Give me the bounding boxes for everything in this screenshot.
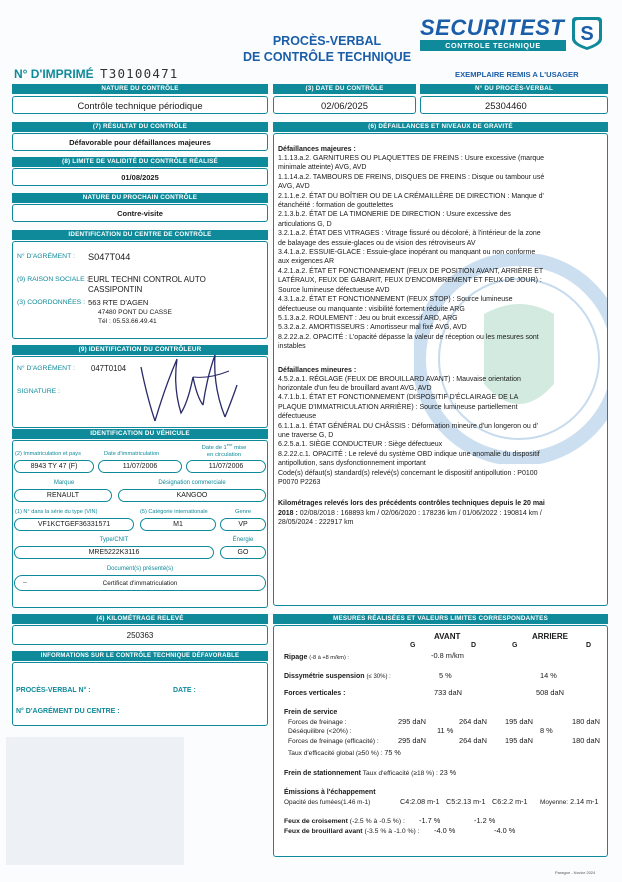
nature-controle-value: Contrôle technique périodique <box>77 100 203 111</box>
majeure-line: AVG, AVD <box>278 183 310 191</box>
stationnement-label: Frein de stationnement <box>284 770 362 777</box>
brand-suffix: TEST <box>506 15 565 40</box>
marque-value: RENAULT <box>14 489 112 502</box>
dissym-ar: 14 % <box>540 671 557 680</box>
taux-global-row <box>288 748 401 757</box>
stationnement-row <box>284 768 456 777</box>
date-controle-value-box <box>273 96 416 114</box>
mineure-line: PLAQUE D'IMMATRICULATION ARRIÈRE) : Source lumineuse partiellement <box>278 403 518 411</box>
pv-number-header: N° DU PROCÈS-VERBAL <box>420 84 608 94</box>
energie-value: GO <box>220 546 266 559</box>
prochain-header: NATURE DU PROCHAIN CONTRÔLE <box>12 193 268 203</box>
km-history-title: Kilométrages relevés lors des précédents contrôles techniques depuis le 20 mai <box>278 500 545 508</box>
resultat-value-box <box>12 133 268 151</box>
brouillard-limit: (-3.5 % à -1.0 %) : <box>364 828 420 835</box>
genre-label: Genre <box>234 509 252 515</box>
forces-ar: 508 daN <box>536 688 564 697</box>
documents-label: Document(s) présenté(s) <box>106 566 174 572</box>
opacite-c4: C4:2.08 m-1 <box>400 797 440 806</box>
footer-ref: Paragon - Novior 2024 <box>555 870 596 875</box>
centre-coord-label: (3) COORDONNÉES : <box>17 299 85 306</box>
kilometrage-section <box>12 614 268 646</box>
validite-value-box <box>12 168 268 186</box>
centre-coord-line1: 563 RTE D'AGEN <box>88 298 149 307</box>
mineure-line: 4.5.2.a.1. RÉGLAGE (FEUX DE BROUILLARD AVANT) : Mauvaise orientation <box>278 375 521 383</box>
centre-raison-label: (9) RAISON SOCIALE : <box>17 276 89 283</box>
mineure-line: Code(s) défaut(s) standard(s) relevé(s) concernant le dispositif antipollution : P0100 <box>278 469 538 477</box>
brand-prefix: SECURI <box>420 15 507 40</box>
centre-coord-line2: 47480 PONT DU CASSE <box>98 309 172 316</box>
majeures-list <box>278 154 603 352</box>
infos-defavorable-header: INFORMATIONS SUR LE CONTRÔLE TECHNIQUE DÉFAVORABLE <box>12 651 268 661</box>
mineure-line: 6.2.5.a.1. SIÈGE CONDUCTEUR : Siège défectueux <box>278 441 443 449</box>
genre-value: VP <box>220 518 266 531</box>
defaillances-content <box>278 145 603 528</box>
majeure-line: instables <box>278 343 306 351</box>
majeure-line: 1.1.14.a.2. TAMBOURS DE FREINS, DISQUES DE FREINS : Disque ou tambour usé <box>278 173 545 181</box>
mineures-title: Défaillances mineures : <box>278 366 357 374</box>
ripage-limit: (-8 à +8 m/km) : <box>309 655 349 661</box>
vehicule-section <box>12 429 268 609</box>
mesures-box <box>273 625 608 857</box>
svg-text:S: S <box>580 23 594 45</box>
mineure-line: horizontale d'un feu de brouillard avant AVG, AVD <box>278 384 432 392</box>
documents-dash: -- <box>23 580 27 586</box>
document-title-line1: PROCÈS-VERBAL <box>272 34 382 48</box>
col-arriere-d: D <box>586 642 592 649</box>
majeure-line: Source lumineuse défectueuse AVD <box>278 286 390 294</box>
opacite-c5: C5:2.13 m-1 <box>446 797 486 806</box>
type-label: Type/CNIT <box>99 537 129 543</box>
designation-label: Désignation commerciale <box>158 480 226 486</box>
opacite-moyenne <box>540 797 598 806</box>
dissym-limit: (≤ 30%) : <box>366 674 391 680</box>
vin-value: VF1KCTGEF36331571 <box>14 518 134 531</box>
print-number <box>14 66 179 81</box>
prochain-value-box <box>12 204 268 222</box>
freinage-label: Forces de freinage : <box>288 719 347 726</box>
centre-box <box>12 241 268 339</box>
freinage-arg: 195 daN <box>505 717 533 726</box>
validite-header: (8) LIMITE DE VALIDITÉ DU CONTRÔLE RÉALISÉ <box>12 157 268 167</box>
deseq-label: Déséquilibre (<20%) : <box>288 728 352 735</box>
deseq-ar: 8 % <box>540 726 553 735</box>
freinage-avd: 264 daN <box>459 717 487 726</box>
col-avant-g: G <box>410 642 416 649</box>
dissym-av: 5 % <box>439 671 452 680</box>
date-controle-section <box>273 84 416 116</box>
date-mise-value: 11/07/2006 <box>186 460 266 473</box>
date-mise-label-c: en circulation <box>206 451 242 458</box>
infos-date-label: DATE : <box>173 687 196 694</box>
majeures-title: Défaillances majeures : <box>278 146 356 153</box>
freinage-eff-ard: 180 daN <box>572 736 600 745</box>
taux-global-label: Taux d'efficacité global (≥50 %) : <box>288 750 383 757</box>
mineure-line: P0070 P2263 <box>278 479 321 486</box>
freinage-eff-avd: 264 daN <box>459 736 487 745</box>
designation-value: KANGOO <box>118 489 266 502</box>
date-immat-label: Date d'immatriculation <box>104 451 160 457</box>
majeure-line: 5.3.2.a.2. AMORTISSEURS : Amortisseur mal fixé AVG, AVD <box>278 324 467 332</box>
redacted-block <box>6 737 184 865</box>
freinage-avg: 295 daN <box>398 717 426 726</box>
centre-agrement-value: S047T044 <box>88 252 131 262</box>
brand-sub: CONTROLE TECHNIQUE <box>420 40 566 51</box>
nature-controle-section <box>12 84 268 116</box>
ripage-row <box>284 654 349 661</box>
majeure-line: 3.4.1.a.2. ESSUIE-GLACE : Essuie-glace inopérant ou manquant ou non conforme <box>278 249 536 257</box>
freinage-ard: 180 daN <box>572 717 600 726</box>
infos-defavorable-box <box>12 662 268 726</box>
controleur-signature-label: SIGNATURE : <box>17 388 60 395</box>
centre-raison-line1: EURL TECHNI CONTROL AUTO <box>88 275 206 284</box>
controleur-box <box>12 356 268 428</box>
vin-label: (1) N° dans la série du type (VIN) <box>15 509 98 515</box>
croisement-label: Feux de croisement <box>284 818 348 825</box>
majeure-line: 2.1.3.b.2. ÉTAT DE LA TIMONERIE DE DIRECTION : Usure excessive des <box>278 211 511 219</box>
majeure-line: 8.2.22.a.2. OPACITÉ : L'opacité dépasse la valeur de réception ou les mesures sont <box>278 333 539 341</box>
mineure-line: une traverse G, D <box>278 431 334 439</box>
vehicule-header: IDENTIFICATION DU VÉHICULE <box>12 429 268 439</box>
kilometrage-value-box <box>12 625 268 645</box>
col-arriere-g: G <box>512 642 518 649</box>
centre-raison-line2: CASSIPONTIN <box>88 285 143 294</box>
croisement-limit: (-2.5 % à -0.5 %) : <box>349 818 405 825</box>
majeure-line: 1.1.13.a.2. GARNITURES OU PLAQUETTES DE FREINS : Usure excessive (marque <box>278 155 545 162</box>
nature-controle-value-box <box>12 96 268 114</box>
date-mise-label <box>184 441 264 459</box>
dissym-row <box>284 673 391 680</box>
infos-pv-label: PROCÈS-VERBAL N° : <box>16 687 91 694</box>
securitest-s-logo-icon <box>570 15 604 51</box>
km-history <box>278 499 603 527</box>
croisement-d: -1.2 % <box>474 816 496 825</box>
majeure-line: défectueuse ou manquante : visibilité fortement réduite ARG <box>278 305 465 313</box>
pv-number-section <box>420 84 608 116</box>
ripage-value: -0.8 m/km <box>431 651 464 660</box>
categorie-value: M1 <box>140 518 216 531</box>
opacite-label: Opacité des fumées(1.46 m-1) <box>284 799 371 806</box>
stationnement-value: 23 % <box>439 768 457 777</box>
centre-header: IDENTIFICATION DU CENTRE DE CONTRÔLE <box>12 230 268 240</box>
majeure-line: minimale atteinte) AVG, AVD <box>278 164 367 172</box>
brand-logo <box>420 15 605 55</box>
mineure-line: 8.2.22.c.1. OPACITÉ : Le relevé du système OBD indique une anomalie du dispositif <box>278 450 540 458</box>
controleur-section <box>12 345 268 429</box>
immat-value: 8943 TY 47 (F) <box>14 460 94 473</box>
controleur-header: (9) IDENTIFICATION DU CONTRÔLEUR <box>12 345 268 355</box>
mineures-list <box>278 375 603 488</box>
mineure-line: antipollution, sans dysfonctionnement important <box>278 460 426 468</box>
prochain-section <box>12 193 268 223</box>
marque-label: Marque <box>53 480 75 486</box>
nature-controle-header: NATURE DU CONTRÔLE <box>12 84 268 94</box>
document-title <box>232 33 422 65</box>
opacite-moy-value: 2.14 m-1 <box>570 797 599 806</box>
majeure-line: aux exigences AR <box>278 258 335 266</box>
print-number-value: T30100471 <box>100 66 179 81</box>
majeure-line: 4.3.1.a.2. ÉTAT ET FONCTIONNEMENT (FEUX STOP) : Source lumineuse <box>278 296 513 304</box>
copy-label: EXEMPLAIRE REMIS A L'USAGER <box>455 70 579 79</box>
brouillard-label: Feux de brouillard avant <box>284 828 363 835</box>
validite-section <box>12 157 268 187</box>
kilometrage-value: 250363 <box>126 631 154 640</box>
croisement-g: -1.7 % <box>419 816 441 825</box>
majeure-line: LATÉRAUX, FEUX DE GABARIT, FEUX D'ENCOMBREMENT ET FEUX DE JOUR) : <box>278 277 542 285</box>
mineure-line: défectueuse <box>278 413 317 421</box>
infos-agrement-label: N° D'AGRÉMENT DU CENTRE : <box>16 708 120 715</box>
col-avant-d: D <box>471 642 477 649</box>
forces-label: Forces verticales : <box>284 690 346 697</box>
mineure-line: 4.7.1.b.1. ÉTAT ET FONCTIONNEMENT (DISPOSITIF D'ÉCLAIRAGE DE LA <box>278 394 519 402</box>
date-mise-label-sup: ère <box>226 442 233 447</box>
mesures-section <box>273 614 608 858</box>
brouillard-g: -4.0 % <box>434 826 456 835</box>
date-controle-header: (3) DATE DU CONTRÔLE <box>273 84 416 94</box>
immat-label: (2) Immatriculation et pays <box>15 451 81 457</box>
centre-coord-line3: Tél : 05.53.66.49.41 <box>98 318 157 325</box>
prochain-value: Contre-visite <box>117 209 163 218</box>
date-mise-label-a: Date de 1 <box>201 444 227 451</box>
resultat-value: Défavorable pour défaillances majeures <box>69 138 211 147</box>
categorie-label: (5) Catégorie internationale <box>140 509 208 515</box>
pv-number-value: 25304460 <box>485 100 527 111</box>
majeure-line: articulations G, D <box>278 220 332 228</box>
freinage-eff-avg: 295 daN <box>398 736 426 745</box>
mesures-arriere-header: ARRIERE <box>532 632 569 641</box>
km-history-title-end: 2018 : <box>278 509 298 517</box>
deseq-av: 11 % <box>437 726 454 735</box>
ripage-label: Ripage <box>284 654 308 661</box>
freinage-eff-arg: 195 daN <box>505 736 533 745</box>
majeure-line: 3.2.1.a.2. ÉTAT DES VITRAGES : Vitrage fissuré ou décoloré, à l'intérieur de la zone <box>278 230 541 238</box>
freinage-eff-label: Forces de freinage (efficacité) : <box>288 738 379 745</box>
date-immat-value: 11/07/2006 <box>98 460 182 473</box>
brouillard-d: -4.0 % <box>494 826 516 835</box>
stationnement-taux: Taux d'efficacité (≥18 %) : <box>362 770 438 777</box>
documents-value-box <box>14 575 266 591</box>
pv-number-value-box <box>420 96 608 114</box>
mesures-avant-header: AVANT <box>434 632 461 641</box>
date-mise-label-b: mise <box>232 444 247 451</box>
energie-label: Énergie <box>232 537 254 543</box>
majeure-line: 2.1.1.e.2. ÉTAT DU BOÎTIER OU DE LA CRÉMAILLÈRE DE DIRECTION : Manque d' <box>278 192 544 200</box>
emissions-label: Émissions à l'échappement <box>284 789 376 796</box>
croisement-row <box>284 818 405 825</box>
date-controle-value: 02/06/2025 <box>321 100 368 111</box>
defaillances-section <box>273 122 608 606</box>
dissym-label: Dissymétrie suspension <box>284 673 365 680</box>
mineure-line: 6.1.1.a.1. ÉTAT GÉNÉRAL DU CHÂSSIS : Déformation mineure d'un longeron ou d' <box>278 422 538 430</box>
centre-agrement-label: N° D'AGRÉMENT : <box>17 253 75 260</box>
majeure-line: étanchéité : formation de gouttelettes <box>278 202 394 210</box>
kilometrage-header: (4) KILOMÉTRAGE RELEVÉ <box>12 614 268 624</box>
infos-defavorable-section <box>12 651 268 727</box>
opacite-moy-label: Moyenne: <box>540 799 569 806</box>
majeure-line: de balayage des essuie-glaces ou de vision des rétroviseurs AV <box>278 239 476 247</box>
documents-value: Certificat d'immatriculation <box>102 580 178 587</box>
taux-global-value: 75 % <box>384 748 401 757</box>
frein-service-label: Frein de service <box>284 709 338 716</box>
signature <box>133 347 253 427</box>
majeure-line: 5.1.3.a.2. ROULEMENT : Jeu ou bruit excessif ARD, ARG <box>278 314 458 322</box>
type-value: MRE5222K3116 <box>14 546 214 559</box>
forces-av: 733 daN <box>434 688 462 697</box>
centre-section <box>12 230 268 340</box>
opacite-c6: C6:2.2 m-1 <box>492 797 528 806</box>
mesures-header: MESURES RÉALISÉES ET VALEURS LIMITES CORRESPONDANTES <box>273 614 608 624</box>
brand-name <box>420 15 564 41</box>
resultat-section <box>12 122 268 152</box>
km-history-line2: 28/05/2024 : 222917 km <box>278 519 354 527</box>
defaillances-header: (6) DÉFAILLANCES ET NIVEAUX DE GRAVITÉ <box>273 122 608 132</box>
print-number-label: N° D'IMPRIMÉ <box>14 67 94 81</box>
validite-value: 01/08/2025 <box>121 173 159 182</box>
majeure-line: 4.2.1.a.2. ÉTAT ET FONCTIONNEMENT (FEUX DE POSITION AVANT, ARRIÈRE ET <box>278 267 544 275</box>
resultat-header: (7) RÉSULTAT DU CONTRÔLE <box>12 122 268 132</box>
controleur-agrement-value: 047T0104 <box>91 364 127 373</box>
brouillard-row <box>284 828 420 835</box>
controleur-agrement-label: N° D'AGRÉMENT : <box>17 365 75 372</box>
document-title-line2: DE CONTRÔLE TECHNIQUE <box>242 50 412 64</box>
defaillances-box <box>273 133 608 606</box>
km-history-line1: 02/08/2018 : 168893 km / 02/06/2020 : 178236 km / 01/06/2022 : 190814 km / <box>297 509 542 517</box>
